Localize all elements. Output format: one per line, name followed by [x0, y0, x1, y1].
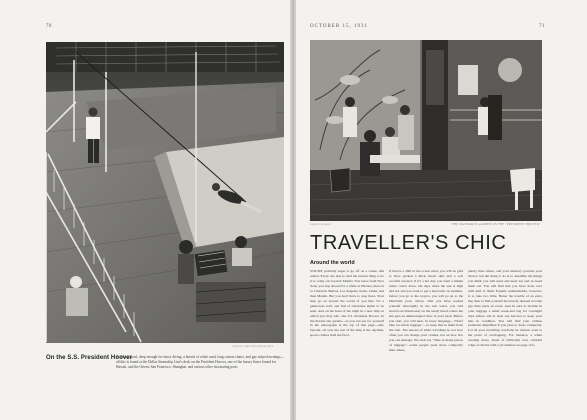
- left-caption-title: On the S.S. President Hoover: [46, 355, 133, 361]
- column-1-text: YOU'RE probably eager to go off on a cruise, this winter. Every one else is. And the newest thing to do is to wing out towards Manila. You leave from New York, you hop aboard for a while at Havana, then on to Cristobal, Balboa, Los Angeles, Kobe, China, and then Manila. But you don't have to stop there. Your may go on around the world, if you like. It's a glamorous trail, and full of adventure sights to be seen. And on the feast of the night in a new ship on which you may sail—the S.S. President Hoover. In the marine sun garden—as you can see for yourself in the photograph at the top of this page—and, beyond, all over the rest of the ship is the daytime, sports clothes hold the floor.: [310, 269, 384, 338]
- pool-deck-illustration: [46, 42, 284, 343]
- article-subhead: Around the world: [310, 260, 355, 266]
- left-folio: 70: [46, 24, 52, 29]
- right-photo-caption: THE MANDARIN GARDEN ON THE "PRESIDENT HOOVER": [452, 223, 541, 226]
- left-caption-text: A fabergé pool, deep enough for fancy diving, a breach of white sand, long canvas chairs, and gay striped awnings—all this is found at the Dollar Steamship Line's deck on the President Hoover, one of the luxury liners bound for Hawaii, and the Orient: San Francisco, Shanghai, and various other fascinating ports: [116, 355, 285, 369]
- article-column-2: [389, 269, 463, 411]
- left-photo-credit: EDWIN CHEN PHOTOGRAPHY: [232, 345, 274, 348]
- column-2-text: If there's a chill in the ocean wind, you will be glad to have packed a thick tweed skirt and a soft woollen sweater; if it's a hot day, you want a simple white cotton dress. On days when the sun is high and hot and you want to get a head start on sunburn, before you go to the tropics, you will go up to the Dunsville pool, where, after you have soaked yourself thoroughly in the salt water, you will stretch out luxuriously on the sandy beach where the sun gets an uninterrupted view of your back. Before you start, you will hear, in every language—"Don't take too much luggage"—so keep that in mind from the start. The newest of smart travelling is, not how often you can change your clothes, but on how few you can manage. We each say "Take as many pieces of luggage"—some people pack more compactly than others,: [389, 269, 463, 353]
- article-column-3: [468, 269, 542, 411]
- article-column-1: [310, 269, 384, 411]
- mandarin-garden-illustration: [310, 40, 542, 221]
- column-3-text: purely than others, and your itinerary governs your choice; but the thing to do is to assemble the things you think you will need and need not and re-weed them out. You will find that you have done over with half of them. Equally unmistakable, however, is to take two little. Better the trouble of an extra bag than to find yourself incorrectly dressed at some gay little party en route. And be sure to include in your luggage a small week-end bag for overnight trips ashore and at least one hat-box to keep your hats in condition. You will find your clothes problems simplified if you plan to dress compactly. Let all your travelling wardrobe be related, even to the point of overlapping. For instance, a white evening dress, made of brilliantly new crinkled crêpe, is divine with a (Continued on page 121): [468, 269, 542, 348]
- right-photo-credit: EDWIN BOWER: [310, 223, 332, 226]
- right-page: [296, 0, 587, 420]
- right-runhead-date: OCTOBER 15, 1931: [310, 24, 368, 29]
- mandarin-garden-photo: [310, 40, 542, 221]
- right-folio: 71: [539, 24, 545, 29]
- article-title: TRAVELLER'S CHIC: [310, 232, 507, 254]
- left-page: [0, 0, 292, 420]
- pool-deck-photo: [46, 42, 284, 343]
